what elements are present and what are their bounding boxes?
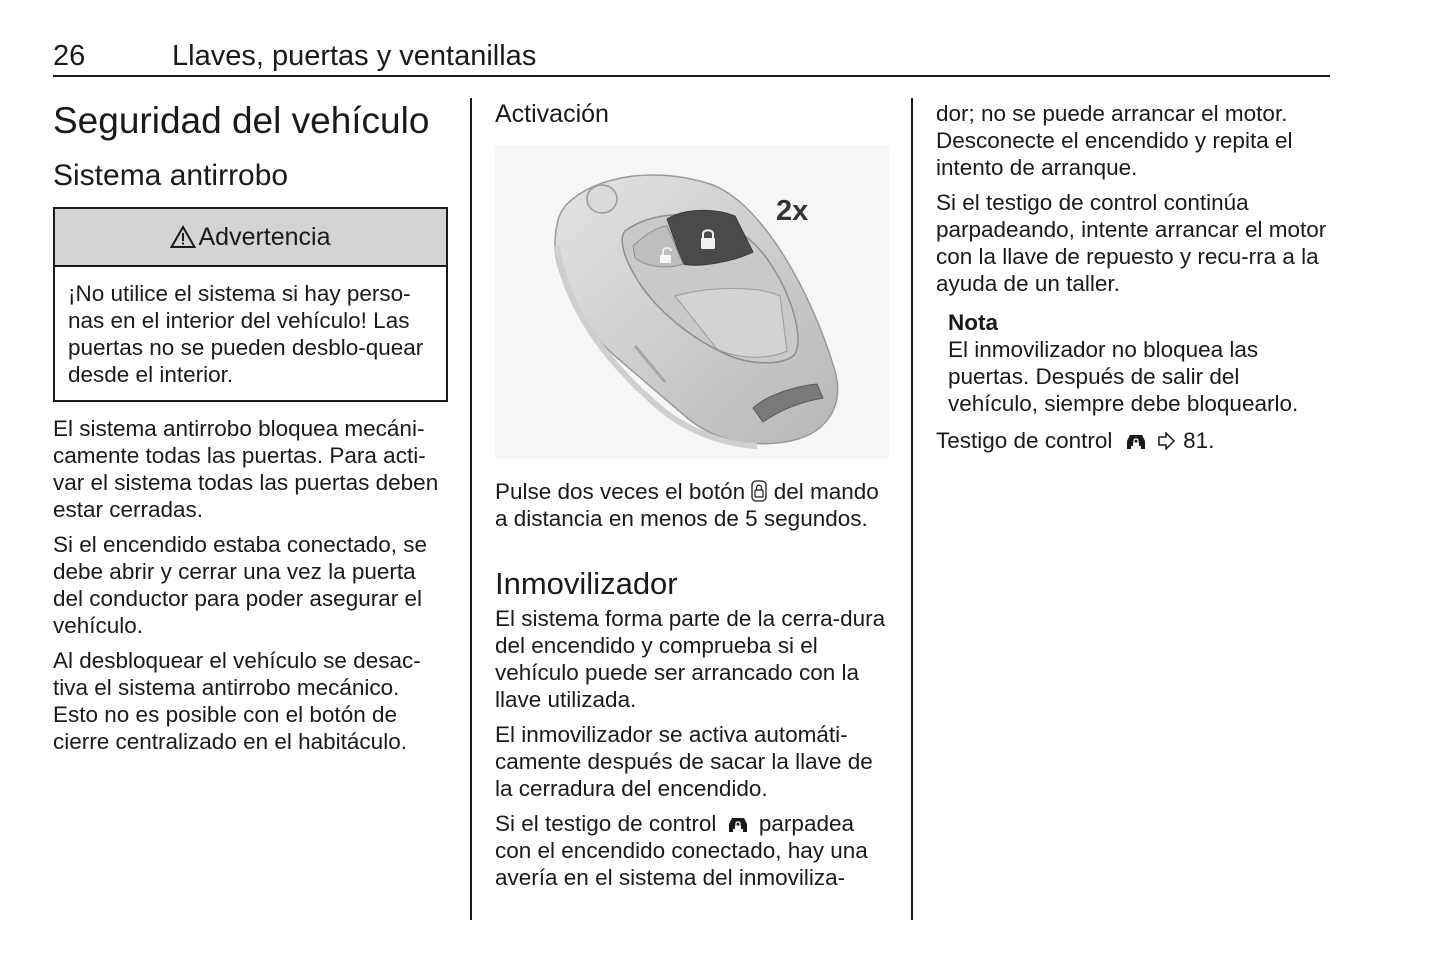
paragraph: Al desbloquear el vehículo se desac-tiva el sistema antirrobo mecánico. Esto no es posible con el botón de cierre centralizado en el habitáculo. xyxy=(53,648,421,754)
note-text: El inmovilizador no bloquea las puertas. Después de salir del vehículo, siempre debe bloquearlo. xyxy=(948,337,1299,416)
section-title: Seguridad del vehículo xyxy=(53,100,430,141)
warning-triangle-icon xyxy=(170,225,196,249)
warning-light-paragraph: Si el testigo de control parpadea con el encendido conectado, hay una avería en el sistema del inmoviliza- xyxy=(495,811,868,890)
paragraph: El sistema antirrobo bloquea mecáni-camente todas las puertas. Para acti-var el sistema todas las puertas deben estar cerradas. xyxy=(53,416,439,522)
page-reference-arrow-icon[interactable] xyxy=(1157,432,1175,450)
figure-label-2x: 2x xyxy=(776,195,809,227)
note-label: Nota xyxy=(948,310,998,335)
immobilizer-lamp-icon xyxy=(1125,432,1147,450)
control-reference: Testigo de control 81. xyxy=(936,428,1215,453)
warning-header xyxy=(55,209,446,267)
key-fob-illustration xyxy=(495,146,889,459)
subsection-title: Sistema antirrobo xyxy=(53,159,289,192)
immobilizer-heading: Inmovilizador xyxy=(495,566,678,601)
column-1 xyxy=(53,99,448,763)
continuation-paragraph: dor; no se puede arrancar el motor. Desconecte el encendido y repita el intento de arranque. xyxy=(936,101,1293,180)
activation-heading: Activación xyxy=(495,100,609,128)
paragraph: Si el testigo de control continúa parpadeando, intente arrancar el motor con la llave de repuesto y recu-rra a la ayuda de un taller. xyxy=(936,190,1327,296)
key-remote-figure xyxy=(495,146,889,459)
page-reference-number[interactable]: 81. xyxy=(1183,428,1215,453)
column-2 xyxy=(495,99,891,899)
warning-box xyxy=(53,207,448,402)
chapter-title: Llaves, puertas y ventanillas xyxy=(172,40,537,72)
paragraph: El inmovilizador se activa automáti-camente después de sacar la llave de la cerradura del encendido. xyxy=(495,722,873,801)
press-instruction: Pulse dos veces el botón del mando a distancia en menos de 5 segundos. xyxy=(495,479,879,531)
immobilizer-lamp-icon xyxy=(727,815,749,833)
warning-label: Advertencia xyxy=(198,222,331,251)
lock-button-icon xyxy=(751,480,767,502)
warning-text: ¡No utilice el sistema si hay perso-nas en el interior del vehículo! Las puertas no se pueden desblo-quear desde el interior. xyxy=(68,281,424,387)
column-3 xyxy=(936,100,1330,462)
column-divider-right xyxy=(911,98,913,920)
column-divider-left xyxy=(470,98,472,920)
page-number: 26 xyxy=(53,40,86,72)
header-divider xyxy=(53,75,1330,77)
note-block xyxy=(948,309,1330,417)
paragraph: El sistema forma parte de la cerra-dura del encendido y comprueba si el vehículo puede ser arrancado con la llave utilizada. xyxy=(495,606,886,712)
paragraph: Si el encendido estaba conectado, se debe abrir y cerrar una vez la puerta del conductor para poder asegurar el vehículo. xyxy=(53,532,428,638)
